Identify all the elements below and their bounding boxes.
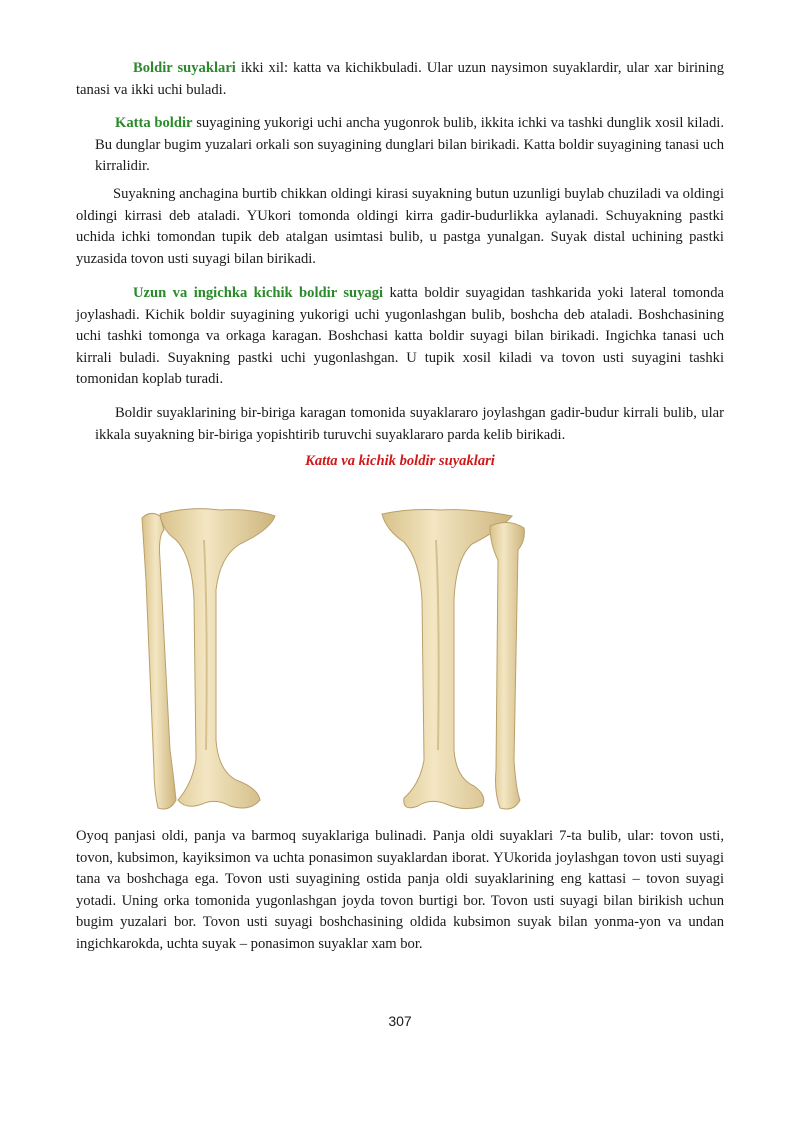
paragraph-katta-boldir	[95, 113, 724, 178]
page-number: 307	[388, 1013, 412, 1029]
paragraph-suyaklararo	[95, 403, 724, 446]
left-tibia	[160, 509, 275, 808]
paragraph-text: ikki xil: katta va kichikbuladi. Ular uzun naysimon suyaklardir, ular xar birining tanasi va ikki uchi buladi.	[76, 60, 724, 98]
paragraph-text: Suyakning anchagina burtib chikkan oldingi kirasi suyakning butun uzunligi buylab chuziladi va oldingi oldingi kirrasi deb ataladi. YUkori tomonda oldingi kirra gadir-budurlikka aylanadi. Schuyakning pastki uchida ichki tomondan tupik deb atalgan usimtasi bulib, u pastga yunalgan. Suyak distal uchining pastki yuzasida tovon usti suyagi bilan birikadi.	[76, 186, 724, 267]
highlight-term: Uzun va ingichka kichik boldir suyagi	[133, 285, 384, 301]
highlight-term: Katta boldir	[115, 115, 193, 131]
highlight-term: Boldir suyaklari	[133, 60, 236, 76]
figure-caption: Katta va kichik boldir suyaklari	[305, 453, 495, 469]
paragraph-kichik-boldir	[76, 283, 724, 391]
paragraph-oyoq-panjasi	[76, 826, 724, 956]
paragraph-text: Oyoq panjasi oldi, panja va barmoq suyaklariga bulinadi. Panja oldi suyaklari 7-ta bulib, ular: tovon usti, tovon, kubsimon, kayiksimon va uchta ponasimon suyaklardan iborat. YUkorida joylashgan tovon usti suyagi tana va boshchaga ega. Tovon usti suyagining ostida panja oldi suyaklarining eng kattasi – tovon suyagi yotadi. Uning orka tomonida yugonlashgan joyda tovon burtigi bor. Tovon usti suyagi bilan birikish uchun bugim yuzalari bor. Tovon usti suyagi boshchasining oldida kubsimon suyak bilan yonma-yon va undan ingichkarokda, uchta suyak – ponasimon suyaklar xam bor.	[76, 828, 724, 952]
bones-illustration	[120, 500, 560, 820]
paragraph-boldir-suyaklari	[76, 58, 724, 101]
paragraph-text: katta boldir suyagidan tashkarida yoki lateral tomonda joylashadi. Kichik boldir suyagining yukorigi uchi yugonlashgan bulib, boshcha deb ataladi. Boshchasining uchi tashki tomonga va orkaga karagan. Boshchasi katta boldir suyagi bilan birikadi. Ingichka tanasi uch kirrali buladi. Suyakning pastki uchi yugonlashgan. U tupik xosil kiladi va tovon usti suyagini tashki tomonidan koplab turadi.	[76, 285, 724, 388]
paragraph-text: suyagining yukorigi uchi ancha yugonrok bulib, ikkita ichki va tashki dunglik xosil kiladi. Bu dunglar bugim yuzalari orkali son suyagining dunglari bilan birikadi. Katta boldir suyagining tanasi uch kirralidir.	[95, 115, 724, 175]
right-tibia	[382, 510, 512, 809]
left-fibula	[142, 513, 176, 809]
paragraph-oldingi-kirra	[76, 184, 724, 270]
right-fibula	[490, 522, 524, 809]
figure-tibia-fibula	[120, 500, 560, 820]
paragraph-text: Boldir suyaklarining bir-biriga karagan tomonida suyaklararo joylashgan gadir-budur kirrali bulib, ular ikkala suyakning bir-biriga yopishtirib turuvchi suyaklararo parda kelib birikadi.	[95, 405, 724, 443]
